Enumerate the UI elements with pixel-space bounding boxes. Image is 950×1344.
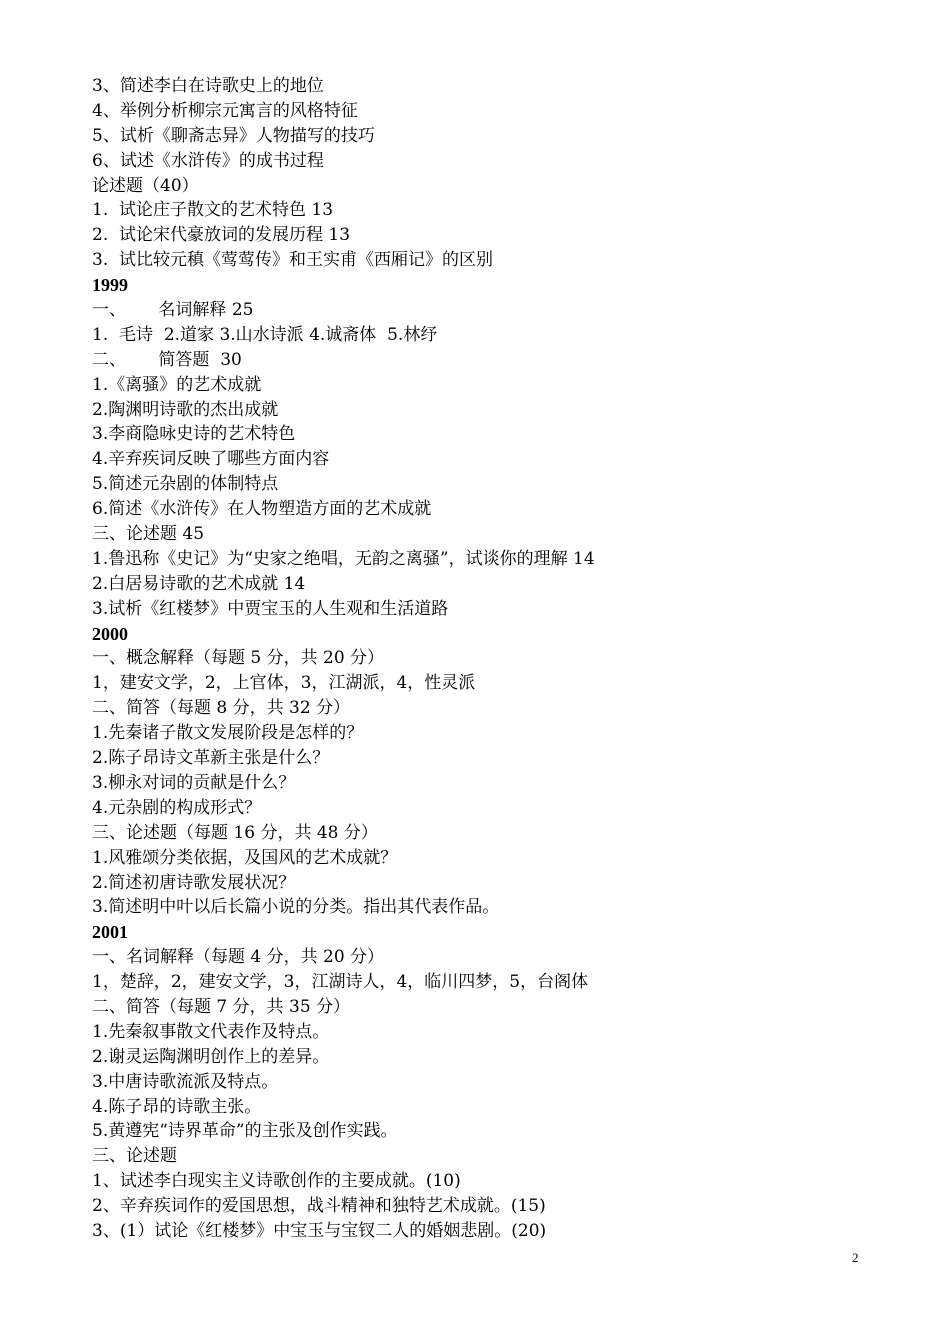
year-heading: 1999	[92, 275, 128, 296]
text-line: 一、名词解释（每题 4 分，共 20 分）	[92, 947, 385, 968]
text-line: 6、试述《水浒传》的成书过程	[92, 150, 324, 171]
document-body	[92, 74, 892, 1244]
page-number: 2	[852, 1250, 859, 1265]
text-line: 2.简述初唐诗歌发展状况？	[92, 872, 296, 893]
text-line: 2.白居易诗歌的艺术成就 14	[92, 573, 306, 594]
text-line: 3.柳永对词的贡献是什么？	[92, 772, 296, 793]
text-line: 一、概念解释（每题 5 分，共 20 分）	[92, 648, 385, 669]
text-line: 2.陈子昂诗文革新主张是什么？	[92, 748, 330, 769]
text-line: 二、 简答题 30	[92, 349, 242, 370]
text-line: 5、试析《聊斋志异》人物描写的技巧	[92, 125, 375, 146]
text-line: 三、论述题 45	[92, 524, 205, 545]
text-line: 3.李商隐咏史诗的艺术特色	[92, 424, 296, 445]
text-line: 6.简述《水浒传》在人物塑造方面的艺术成就	[92, 499, 432, 520]
text-line: 4、举例分析柳宗元寓言的风格特征	[92, 100, 358, 121]
text-line: 1. 试论庄子散文的艺术特色 13	[92, 200, 334, 221]
text-line: 1.鲁迅称《史记》为“史家之绝唱，无韵之离骚”，试谈你的理解 14	[92, 548, 595, 569]
text-line: 4.陈子昂的诗歌主张。	[92, 1096, 262, 1117]
text-line: 1.《离骚》的艺术成就	[92, 374, 262, 395]
text-line: 1. 毛诗 2.道家 3.山水诗派 4.诚斋体 5.林纾	[92, 324, 438, 345]
text-line: 三、论述题（每题 16 分，共 48 分）	[92, 822, 378, 843]
text-line: 3.试析《红楼梦》中贾宝玉的人生观和生活道路	[92, 598, 449, 619]
text-line: 3、(1）试论《红楼梦》中宝玉与宝钗二人的婚姻悲剧。(20)	[92, 1220, 547, 1241]
text-line: 2、辛弃疾词作的爱国思想，战斗精神和独特艺术成就。(15)	[92, 1196, 546, 1217]
text-line: 1、试述李白现实主义诗歌创作的主要成就。(10)	[92, 1171, 461, 1192]
year-heading: 2001	[92, 922, 128, 943]
text-line: 2.谢灵运陶渊明创作上的差异。	[92, 1046, 330, 1067]
text-line: 1.先秦诸子散文发展阶段是怎样的？	[92, 723, 364, 744]
text-line: 5.黄遵宪“诗界革命”的主张及创作实践。	[92, 1121, 398, 1142]
text-line: 一、 名词解释 25	[92, 300, 254, 321]
text-line: 3.中唐诗歌流派及特点。	[92, 1071, 279, 1092]
text-line: 1.先秦叙事散文代表作及特点。	[92, 1021, 330, 1042]
text-line: 三、论述题	[92, 1146, 177, 1167]
year-heading: 2000	[92, 623, 128, 644]
text-line: 3.简述明中叶以后长篇小说的分类。指出其代表作品。	[92, 897, 500, 918]
text-line: 1.风雅颂分类依据，及国风的艺术成就？	[92, 847, 398, 868]
text-line: 3. 试比较元稹《莺莺传》和王实甫《西厢记》的区别	[92, 250, 494, 271]
text-line: 2. 试论宋代豪放词的发展历程 13	[92, 225, 351, 246]
text-line: 二、简答（每题 8 分，共 32 分）	[92, 698, 351, 719]
text-line: 4.元杂剧的构成形式？	[92, 797, 262, 818]
text-line: 2.陶渊明诗歌的杰出成就	[92, 399, 279, 420]
text-line: 3、简述李白在诗歌史上的地位	[92, 76, 324, 96]
text-line: 5.简述元杂剧的体制特点	[92, 474, 279, 495]
text-line: 1，楚辞，2，建安文学，3，江湖诗人，4，临川四梦，5，台阁体	[92, 972, 589, 993]
text-line: 4.辛弃疾词反映了哪些方面内容	[92, 449, 330, 470]
text-line: 1，建安文学，2，上官体，3，江湖派，4，性灵派	[92, 673, 476, 694]
text-line: 论述题（40）	[92, 175, 199, 196]
text-line: 二、简答（每题 7 分，共 35 分）	[92, 996, 351, 1017]
